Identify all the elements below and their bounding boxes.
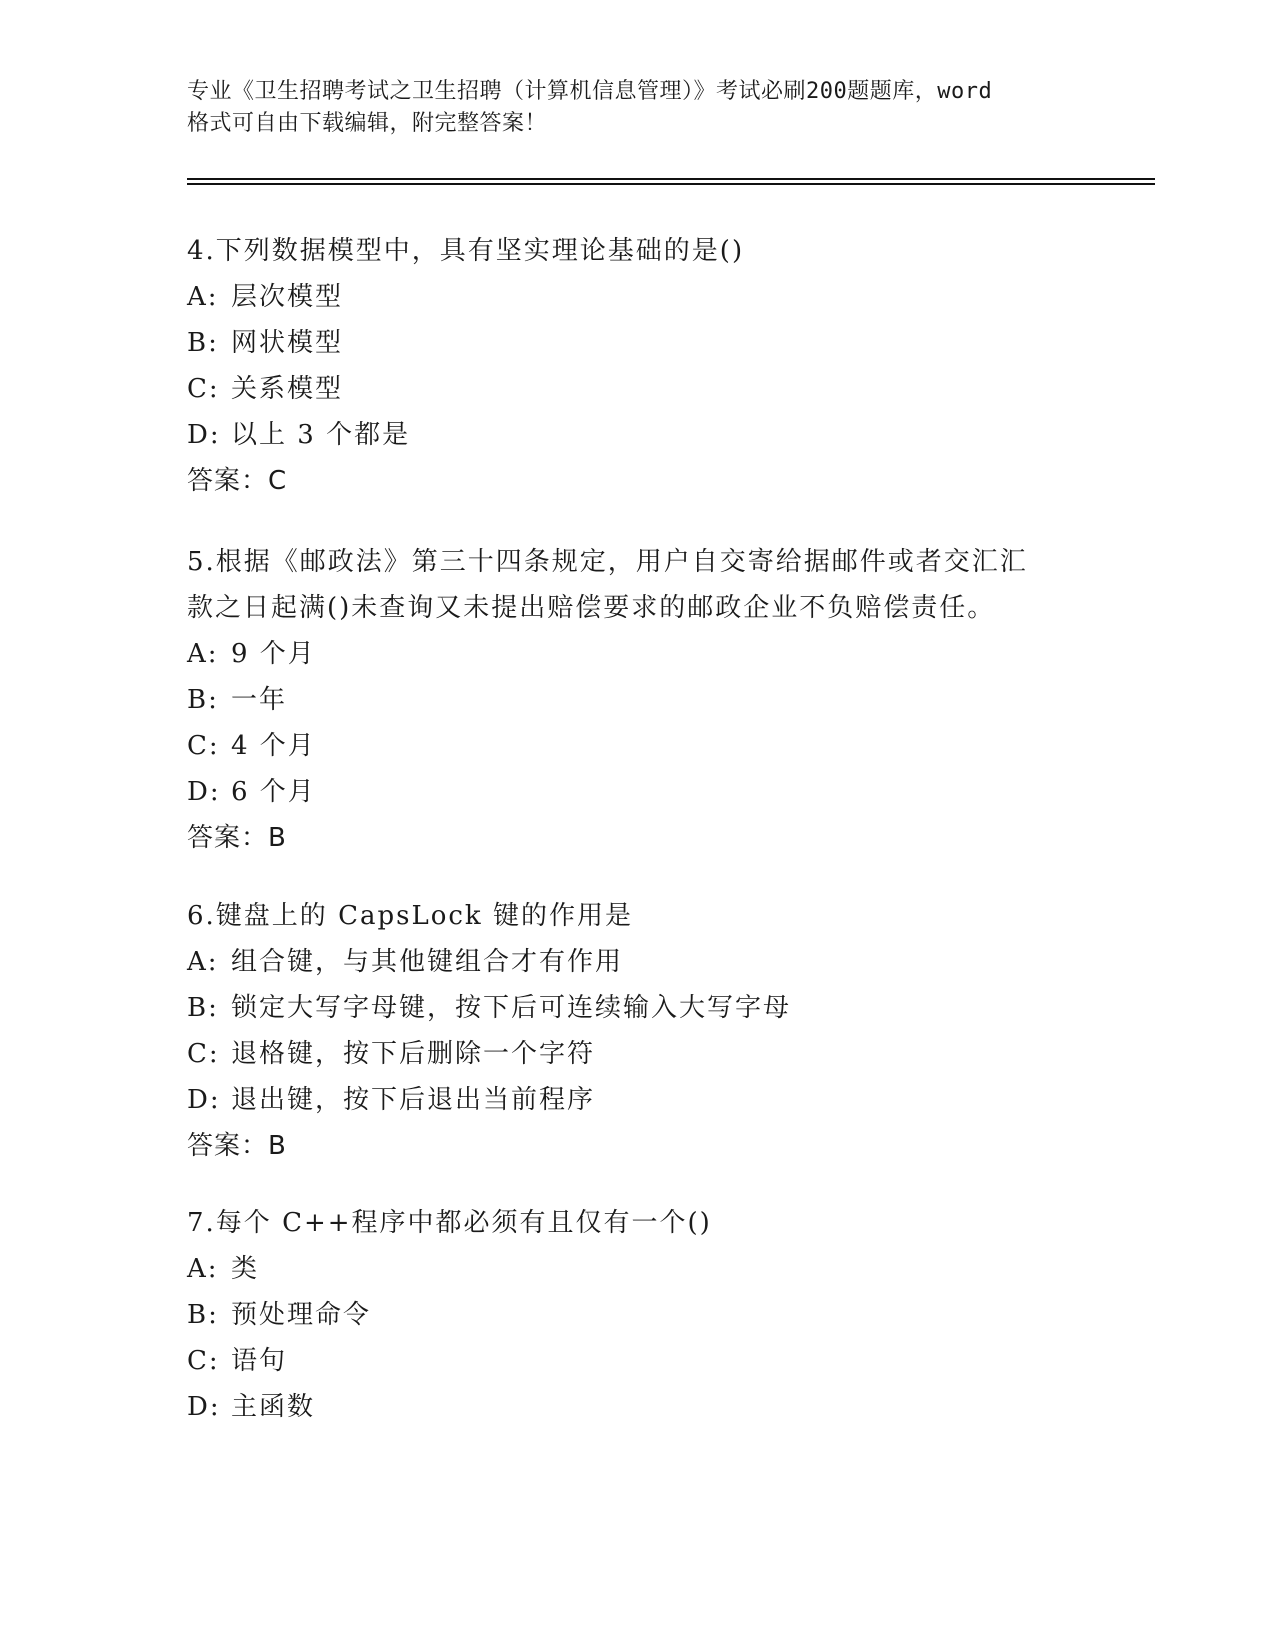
- option-text: 关系模型: [231, 374, 344, 404]
- option-key: C:: [187, 1039, 220, 1069]
- title-line-2: 格式可自由下载编辑，附完整答案！: [187, 111, 548, 136]
- option-key: C:: [187, 1346, 220, 1376]
- option-b: [187, 320, 1087, 366]
- option-a: [187, 1246, 1087, 1292]
- option-text: 4 个月: [231, 731, 316, 761]
- option-text: 组合键，与其他键组合才有作用: [231, 947, 624, 977]
- option-a: [187, 274, 1087, 320]
- option-b: [187, 1292, 1087, 1338]
- option-text: 预处理命令: [231, 1300, 372, 1330]
- option-text: 一年: [231, 685, 288, 715]
- answer: 答案：B: [187, 1131, 287, 1161]
- question-6: [187, 893, 1087, 1169]
- answer: 答案：B: [187, 823, 287, 853]
- option-key: D:: [187, 1085, 221, 1115]
- option-a: [187, 939, 1087, 985]
- option-key: B:: [187, 1300, 219, 1330]
- question-stem: 6.键盘上的 CapsLock 键的作用是: [187, 901, 633, 931]
- option-key: C:: [187, 374, 220, 404]
- question-stem: 7.每个 C++程序中都必须有且仅有一个(): [187, 1208, 712, 1238]
- option-b: [187, 677, 1087, 723]
- title-divider-top: [187, 178, 1155, 180]
- question-stem: 5.根据《邮政法》第三十四条规定，用户自交寄给据邮件或者交汇汇: [187, 547, 1028, 577]
- option-text: 以上 3 个都是: [231, 420, 411, 450]
- option-text: 锁定大写字母键，按下后可连续输入大写字母: [231, 993, 792, 1023]
- option-a: [187, 631, 1087, 677]
- question-5: [187, 539, 1087, 861]
- option-text: 网状模型: [231, 328, 344, 358]
- option-key: D:: [187, 1392, 221, 1422]
- option-text: 9 个月: [231, 639, 316, 669]
- title-line-1: 专业《卫生招聘考试之卫生招聘（计算机信息管理）》考试必刷200题题库，word: [187, 79, 993, 104]
- option-text: 语句: [231, 1346, 288, 1376]
- question-stem: 4.下列数据模型中，具有坚实理论基础的是(): [187, 236, 745, 266]
- option-b: [187, 985, 1087, 1031]
- question-4: [187, 228, 1087, 504]
- option-d: [187, 1077, 1087, 1123]
- option-key: D:: [187, 777, 221, 807]
- title-divider-bottom: [187, 183, 1155, 185]
- option-c: [187, 723, 1087, 769]
- option-text: 6 个月: [231, 777, 316, 807]
- question-7: [187, 1200, 1087, 1430]
- option-key: A:: [187, 282, 219, 312]
- option-key: C:: [187, 731, 220, 761]
- option-text: 退格键，按下后删除一个字符: [231, 1039, 596, 1069]
- option-text: 主函数: [231, 1392, 316, 1422]
- answer: 答案：C: [187, 466, 288, 496]
- option-text: 退出键，按下后退出当前程序: [231, 1085, 596, 1115]
- option-c: [187, 1338, 1087, 1384]
- document-title: [187, 76, 1087, 140]
- option-c: [187, 366, 1087, 412]
- option-c: [187, 1031, 1087, 1077]
- option-d: [187, 1384, 1087, 1430]
- option-text: 层次模型: [231, 282, 344, 312]
- option-d: [187, 412, 1087, 458]
- option-key: B:: [187, 993, 219, 1023]
- question-stem-continued: 款之日起满()未查询又未提出赔偿要求的邮政企业不负赔偿责任。: [187, 593, 996, 623]
- option-key: A:: [187, 947, 219, 977]
- option-key: D:: [187, 420, 221, 450]
- option-d: [187, 769, 1087, 815]
- option-key: B:: [187, 685, 219, 715]
- option-key: B:: [187, 328, 219, 358]
- option-key: A:: [187, 1254, 219, 1284]
- option-text: 类: [231, 1254, 260, 1284]
- option-key: A:: [187, 639, 219, 669]
